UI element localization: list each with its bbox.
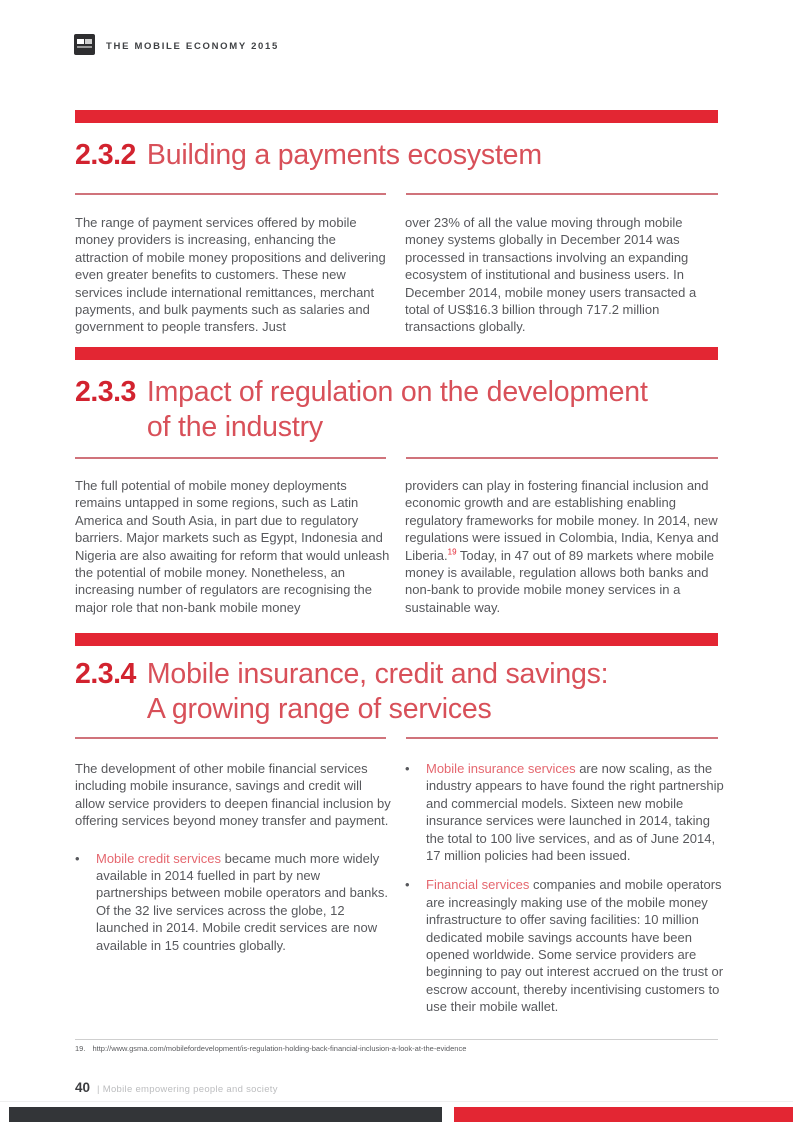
- bullet-text: [426, 876, 729, 1015]
- section-233-title-line1: Impact of regulation on the development: [146, 376, 648, 408]
- bullet-icon: •: [75, 850, 80, 866]
- mobile-credit-services-label: Mobile credit services: [96, 850, 221, 866]
- bottom-dark-bar: [9, 1107, 442, 1122]
- section-233-right-text: providers can play in fostering financial inclusion and economic growth and are establishing enabling regulatory frameworks for mobile money. In 2014, new regulations were issued in Colombia, India, Kenya and Liberia.: [405, 478, 719, 563]
- bullet-icon: •: [405, 761, 410, 776]
- section-234-intro: The development of other mobile financial services including mobile insurance, savings and credit will allow service providers to deepen financial inclusion by offering services beyond money transfer and payment.: [75, 761, 391, 829]
- bullet-text: [426, 760, 729, 864]
- page-footer: [75, 1080, 278, 1095]
- list-item: [75, 850, 391, 954]
- section-234-title-line2: A growing range of services: [146, 693, 492, 725]
- section-233-title: [147, 375, 648, 445]
- bullet-body: became much more widely available in 2014 fuelled in part by new partnerships between mobile operators and banks. Of the 32 live services across the globe, 12 launched in 2014. Mobile credit services are now available in 15 countries globally.: [96, 850, 388, 953]
- section-232-left-column: The range of payment services offered by mobile money providers is increasing, enhancing the attraction of mobile money propositions and delivering even greater benefits to customers. These new services include international remittances, merchant payments, and bulk payments such as salaries and government to people transfers. Just: [75, 215, 386, 335]
- section-232-number: 2.3.2: [75, 139, 136, 171]
- section-234-number: 2.3.4: [75, 658, 136, 690]
- section-233-right-text-cont: Today, in 47 out of 89 markets where mobile money is available, regulation allows both banks and non-bank to provide mobile money services in a sustainable way.: [405, 547, 715, 615]
- bottom-red-bar: [454, 1107, 793, 1122]
- section-234-heading: [75, 657, 608, 727]
- list-item: [405, 760, 729, 864]
- section-234-right-column: [405, 760, 729, 1016]
- bullet-body: companies and mobile operators are increasingly making use of the mobile money infrastructure to offer saving facilities: 10 million dedicated mobile savings accounts have been opened worldwide. Some service providers are beginning to pay out interest accrued on the trust or escrow account, thereby incentivising customers to use their mobile wallet.: [426, 877, 724, 1015]
- mobile-insurance-services-label: Mobile insurance services: [426, 761, 576, 776]
- bullet-text: [96, 850, 391, 954]
- column-rule: [406, 457, 718, 459]
- footnote-reference-19: 19: [447, 547, 457, 557]
- column-rule: [406, 737, 718, 739]
- section-234-left-column: [75, 760, 391, 954]
- section-233-bar: [75, 347, 718, 360]
- section-233-right-column: [405, 477, 727, 616]
- section-234-title: [147, 657, 609, 727]
- section-234-title-line1: Mobile insurance, credit and savings:: [146, 658, 609, 690]
- bottom-hairline: [0, 1101, 793, 1102]
- section-233-heading: [75, 375, 648, 445]
- footnote-divider: [75, 1039, 718, 1040]
- financial-services-label: Financial services: [426, 877, 530, 893]
- column-rule: [406, 193, 718, 195]
- bullet-icon: •: [405, 877, 410, 893]
- section-232-heading: [75, 138, 542, 173]
- section-234-bar: [75, 633, 718, 646]
- column-rule: [75, 457, 386, 459]
- section-232-title: Building a payments ecosystem: [146, 139, 542, 171]
- footnote-url: http://www.gsma.com/mobilefordevelopment/is-regulation-holding-back-financial-inclusion-a-look-at-the-evidence: [92, 1044, 467, 1053]
- footnote-number: 19.: [75, 1044, 86, 1053]
- section-233-number: 2.3.3: [75, 376, 136, 408]
- footnote: [75, 1044, 735, 1053]
- column-rule: [75, 193, 386, 195]
- section-232-right-column: over 23% of all the value moving through mobile money systems globally in December 2014 was processed in transactions involving an expanding ecosystem of institutional and business users. In December 2014, mobile money users transacted a total of US$16.3 billion through 717.2 million transactions globally.: [405, 215, 697, 335]
- section-233-title-line2: of the industry: [146, 411, 323, 443]
- bullet-body: are now scaling, as the industry appears to have found the right partnership and commercial models. Sixteen new mobile insurance services were launched in 2014, taking the total to 100 live services, and as of June 2014, 17 million policies had been issued.: [426, 761, 724, 864]
- section-233-left-column: The full potential of mobile money deployments remains untapped in some regions, such as Latin America and South Asia, in part due to regulatory barriers. Major markets such as Egypt, Indonesia and Nigeria are also awaiting for reform that would unleash the potential of mobile money. Nonetheless, an increasing number of regulators are recognising the major role that non-bank mobile money: [75, 478, 390, 615]
- list-item: [405, 876, 729, 1015]
- section-232-bar: [75, 110, 718, 123]
- footer-caption: | Mobile empowering people and society: [97, 1084, 278, 1095]
- gsma-logo-icon: [74, 34, 95, 55]
- report-title: THE MOBILE ECONOMY 2015: [106, 41, 280, 52]
- column-rule: [75, 737, 386, 739]
- page-number: 40: [75, 1080, 91, 1095]
